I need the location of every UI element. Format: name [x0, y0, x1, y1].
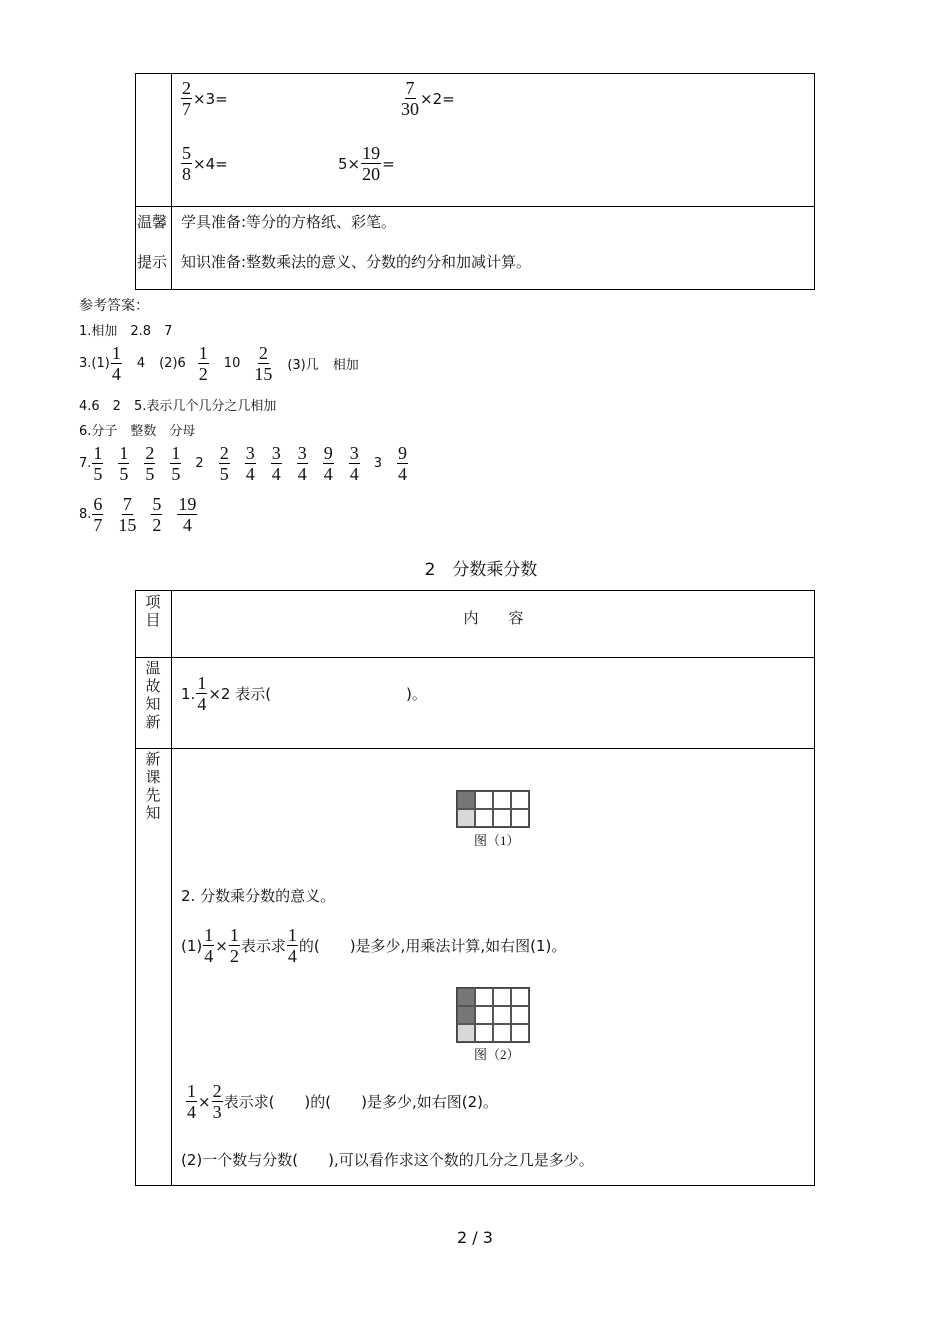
numerator: 1 — [198, 343, 208, 363]
section-title: 2 分数乘分数 — [424, 560, 538, 580]
answer-number: 8. — [79, 507, 92, 522]
tip-text: 学具准备:等分的方格纸、彩笔。 — [181, 213, 397, 231]
divider — [171, 590, 172, 1186]
numerator: 1 — [229, 925, 239, 945]
numerator: 6 — [93, 494, 103, 514]
numerator: 1 — [204, 925, 214, 945]
text: 表示求( )的( )是多少,如右图(2)。 — [223, 1093, 499, 1111]
figure-1-caption: 图（1） — [474, 833, 520, 848]
text: (1) — [181, 936, 203, 955]
numerator: 7 — [405, 78, 415, 98]
numerator: 3 — [245, 443, 255, 463]
fraction — [118, 443, 129, 484]
denominator: 8 — [182, 164, 191, 184]
numerator: 2 — [145, 443, 155, 463]
denominator: 5 — [119, 464, 129, 484]
answer-line: 6.分子 整数 分母 — [79, 424, 196, 439]
denominator: 2 — [198, 364, 208, 384]
numerator: 9 — [323, 443, 333, 463]
answer-line-8 — [79, 494, 211, 535]
denominator: 4 — [187, 1102, 196, 1122]
fraction — [92, 494, 103, 535]
paragraph: (2)一个数与分数( ),可以看作求这个数的几分之几是多少。 — [181, 1151, 594, 1169]
fraction — [271, 443, 282, 484]
numerator: 1 — [187, 1081, 196, 1101]
fraction — [245, 443, 256, 484]
denominator: 15 — [118, 515, 137, 535]
column-header-item: 项 目 — [145, 593, 161, 629]
text: × — [215, 936, 228, 955]
answers-title: 参考答案： — [79, 298, 149, 314]
paragraph-1 — [181, 925, 566, 966]
denominator: 15 — [254, 364, 273, 384]
fraction — [297, 443, 308, 484]
numerator: 19 — [178, 494, 197, 514]
denominator: 4 — [397, 464, 407, 484]
denominator: 5 — [171, 464, 181, 484]
exercise-2 — [400, 78, 455, 119]
denominator: 4 — [349, 464, 359, 484]
numerator: 1 — [119, 443, 129, 463]
figure-1-grid — [456, 790, 530, 828]
column-header-content: 内 容 — [463, 609, 524, 627]
fraction — [151, 494, 162, 535]
denominator: 4 — [323, 464, 333, 484]
denominator: 4 — [297, 464, 307, 484]
numerator: 2 — [182, 78, 191, 98]
divider — [135, 748, 815, 749]
fraction — [323, 443, 334, 484]
exercise-text: = — [382, 154, 395, 173]
answer-text: 3.(1) — [79, 356, 110, 371]
answer-text: (3)几 — [287, 358, 319, 373]
answer-line: 4.6 2 5.表示几个几分之几相加 — [79, 399, 277, 414]
numerator: 7 — [122, 494, 132, 514]
tip-label: 温馨 — [137, 213, 168, 231]
denominator: 5 — [219, 464, 229, 484]
numerator: 9 — [397, 443, 407, 463]
paragraph: 2. 分数乘分数的意义。 — [181, 887, 336, 905]
denominator: 30 — [401, 99, 419, 119]
exercise-text: 5× — [338, 154, 361, 173]
tip-label: 提示 — [137, 253, 168, 271]
numerator: 1 — [287, 925, 297, 945]
numerator: 5 — [182, 143, 191, 163]
answer-number: 7. — [79, 456, 92, 471]
review-question — [181, 673, 427, 714]
denominator: 4 — [204, 946, 214, 966]
denominator: 7 — [182, 99, 191, 119]
exercise-text: ×4= — [193, 154, 228, 173]
row-label-review: 温 故 知 新 — [145, 659, 161, 731]
answer-line: 1.相加 2.8 7 — [79, 324, 173, 339]
denominator: 4 — [111, 364, 121, 384]
divider — [171, 73, 172, 290]
row-label-preview: 新 课 先 知 — [145, 750, 161, 822]
answer-line-3 — [79, 343, 359, 384]
numerator: 3 — [271, 443, 281, 463]
figure-2-caption: 图（2） — [474, 1047, 520, 1062]
answer-line-7 — [79, 443, 422, 484]
figure-2-grid — [456, 987, 530, 1043]
answer-text: 2 — [195, 456, 204, 471]
denominator: 4 — [245, 464, 255, 484]
denominator: 2 — [152, 515, 162, 535]
text: 的( )是多少,用乘法计算,如右图(1)。 — [298, 937, 567, 955]
fraction — [349, 443, 360, 484]
numerator: 3 — [349, 443, 359, 463]
exercise-text: ×2= — [420, 89, 455, 108]
numerator: 1 — [197, 673, 207, 693]
denominator: 3 — [212, 1102, 222, 1122]
answer-text: 相加 — [332, 358, 359, 373]
fraction — [170, 443, 181, 484]
tip-text: 知识准备:整数乘法的意义、分数的约分和加减计算。 — [181, 253, 532, 271]
denominator: 4 — [271, 464, 281, 484]
denominator: 2 — [229, 946, 239, 966]
numerator: 1 — [171, 443, 181, 463]
exercise-text: ×3= — [193, 89, 228, 108]
divider — [135, 657, 815, 658]
numerator: 5 — [152, 494, 162, 514]
exercise-4 — [338, 143, 395, 184]
text: 表示求 — [240, 937, 286, 955]
page-number: 2 / 3 — [457, 1228, 493, 1247]
fraction — [219, 443, 230, 484]
answer-text: (2)6 — [159, 356, 186, 371]
question-text: ×2 表示( )。 — [208, 685, 427, 703]
fraction — [92, 443, 103, 484]
answer-text: 3 — [373, 456, 382, 471]
numerator: 2 — [219, 443, 229, 463]
numerator: 19 — [362, 143, 381, 163]
numerator: 1 — [93, 443, 103, 463]
denominator: 5 — [145, 464, 155, 484]
paragraph-2 — [185, 1081, 498, 1122]
denominator: 4 — [287, 946, 297, 966]
denominator: 4 — [182, 515, 192, 535]
fraction — [177, 494, 197, 535]
answer-text: 4 — [136, 356, 146, 371]
question-text: 1. — [181, 684, 196, 703]
denominator: 20 — [362, 164, 381, 184]
fraction — [144, 443, 155, 484]
divider — [135, 206, 815, 207]
exercise-1 — [180, 78, 228, 119]
fraction — [118, 494, 136, 535]
denominator: 4 — [197, 694, 207, 714]
fraction — [397, 443, 408, 484]
exercise-3 — [180, 143, 228, 184]
text: × — [198, 1092, 211, 1111]
numerator: 1 — [111, 343, 121, 363]
answer-text: 10 — [223, 356, 241, 371]
numerator: 2 — [258, 343, 268, 363]
numerator: 2 — [212, 1081, 222, 1101]
numerator: 3 — [297, 443, 307, 463]
denominator: 7 — [93, 515, 103, 535]
denominator: 5 — [93, 464, 103, 484]
